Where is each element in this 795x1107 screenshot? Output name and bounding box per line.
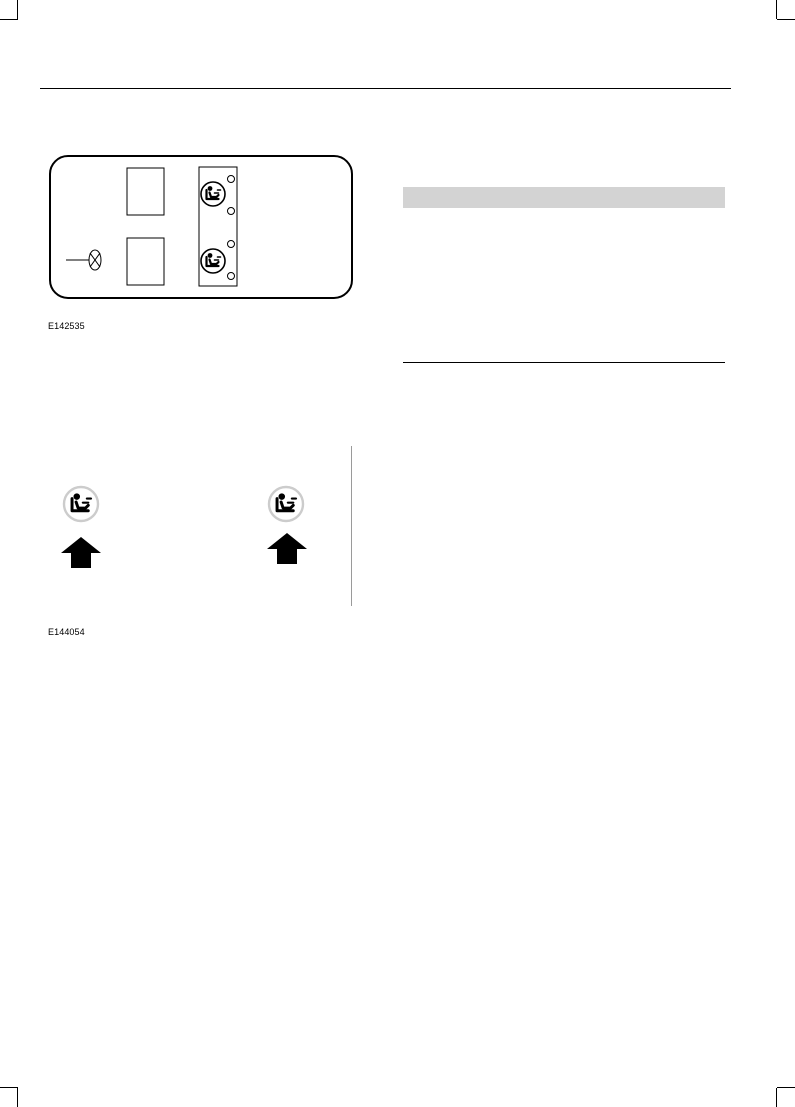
figure-code: E142535 <box>48 321 85 331</box>
bulb-x-icon <box>89 250 101 270</box>
switch-button-upper <box>127 168 164 215</box>
panel-outline <box>50 156 352 298</box>
child-seat-anchor-icon <box>64 487 98 521</box>
indicator-lamp <box>228 208 235 215</box>
table-bottom-rule <box>403 362 725 363</box>
child-seat-anchor-icon <box>201 182 225 206</box>
switch-button-lower <box>127 238 164 285</box>
figure-code: E144054 <box>48 627 85 637</box>
indicator-lamp <box>228 241 235 248</box>
table-header-bar <box>403 187 725 208</box>
indicator-lamp <box>228 176 235 183</box>
figure-divider <box>351 446 352 606</box>
indicator-lamp <box>228 273 235 280</box>
arrow-up-icon <box>267 533 307 564</box>
child-seat-anchor-icon <box>201 249 225 273</box>
arrow-up-icon <box>61 537 101 568</box>
child-seat-anchor-icon <box>269 487 303 521</box>
